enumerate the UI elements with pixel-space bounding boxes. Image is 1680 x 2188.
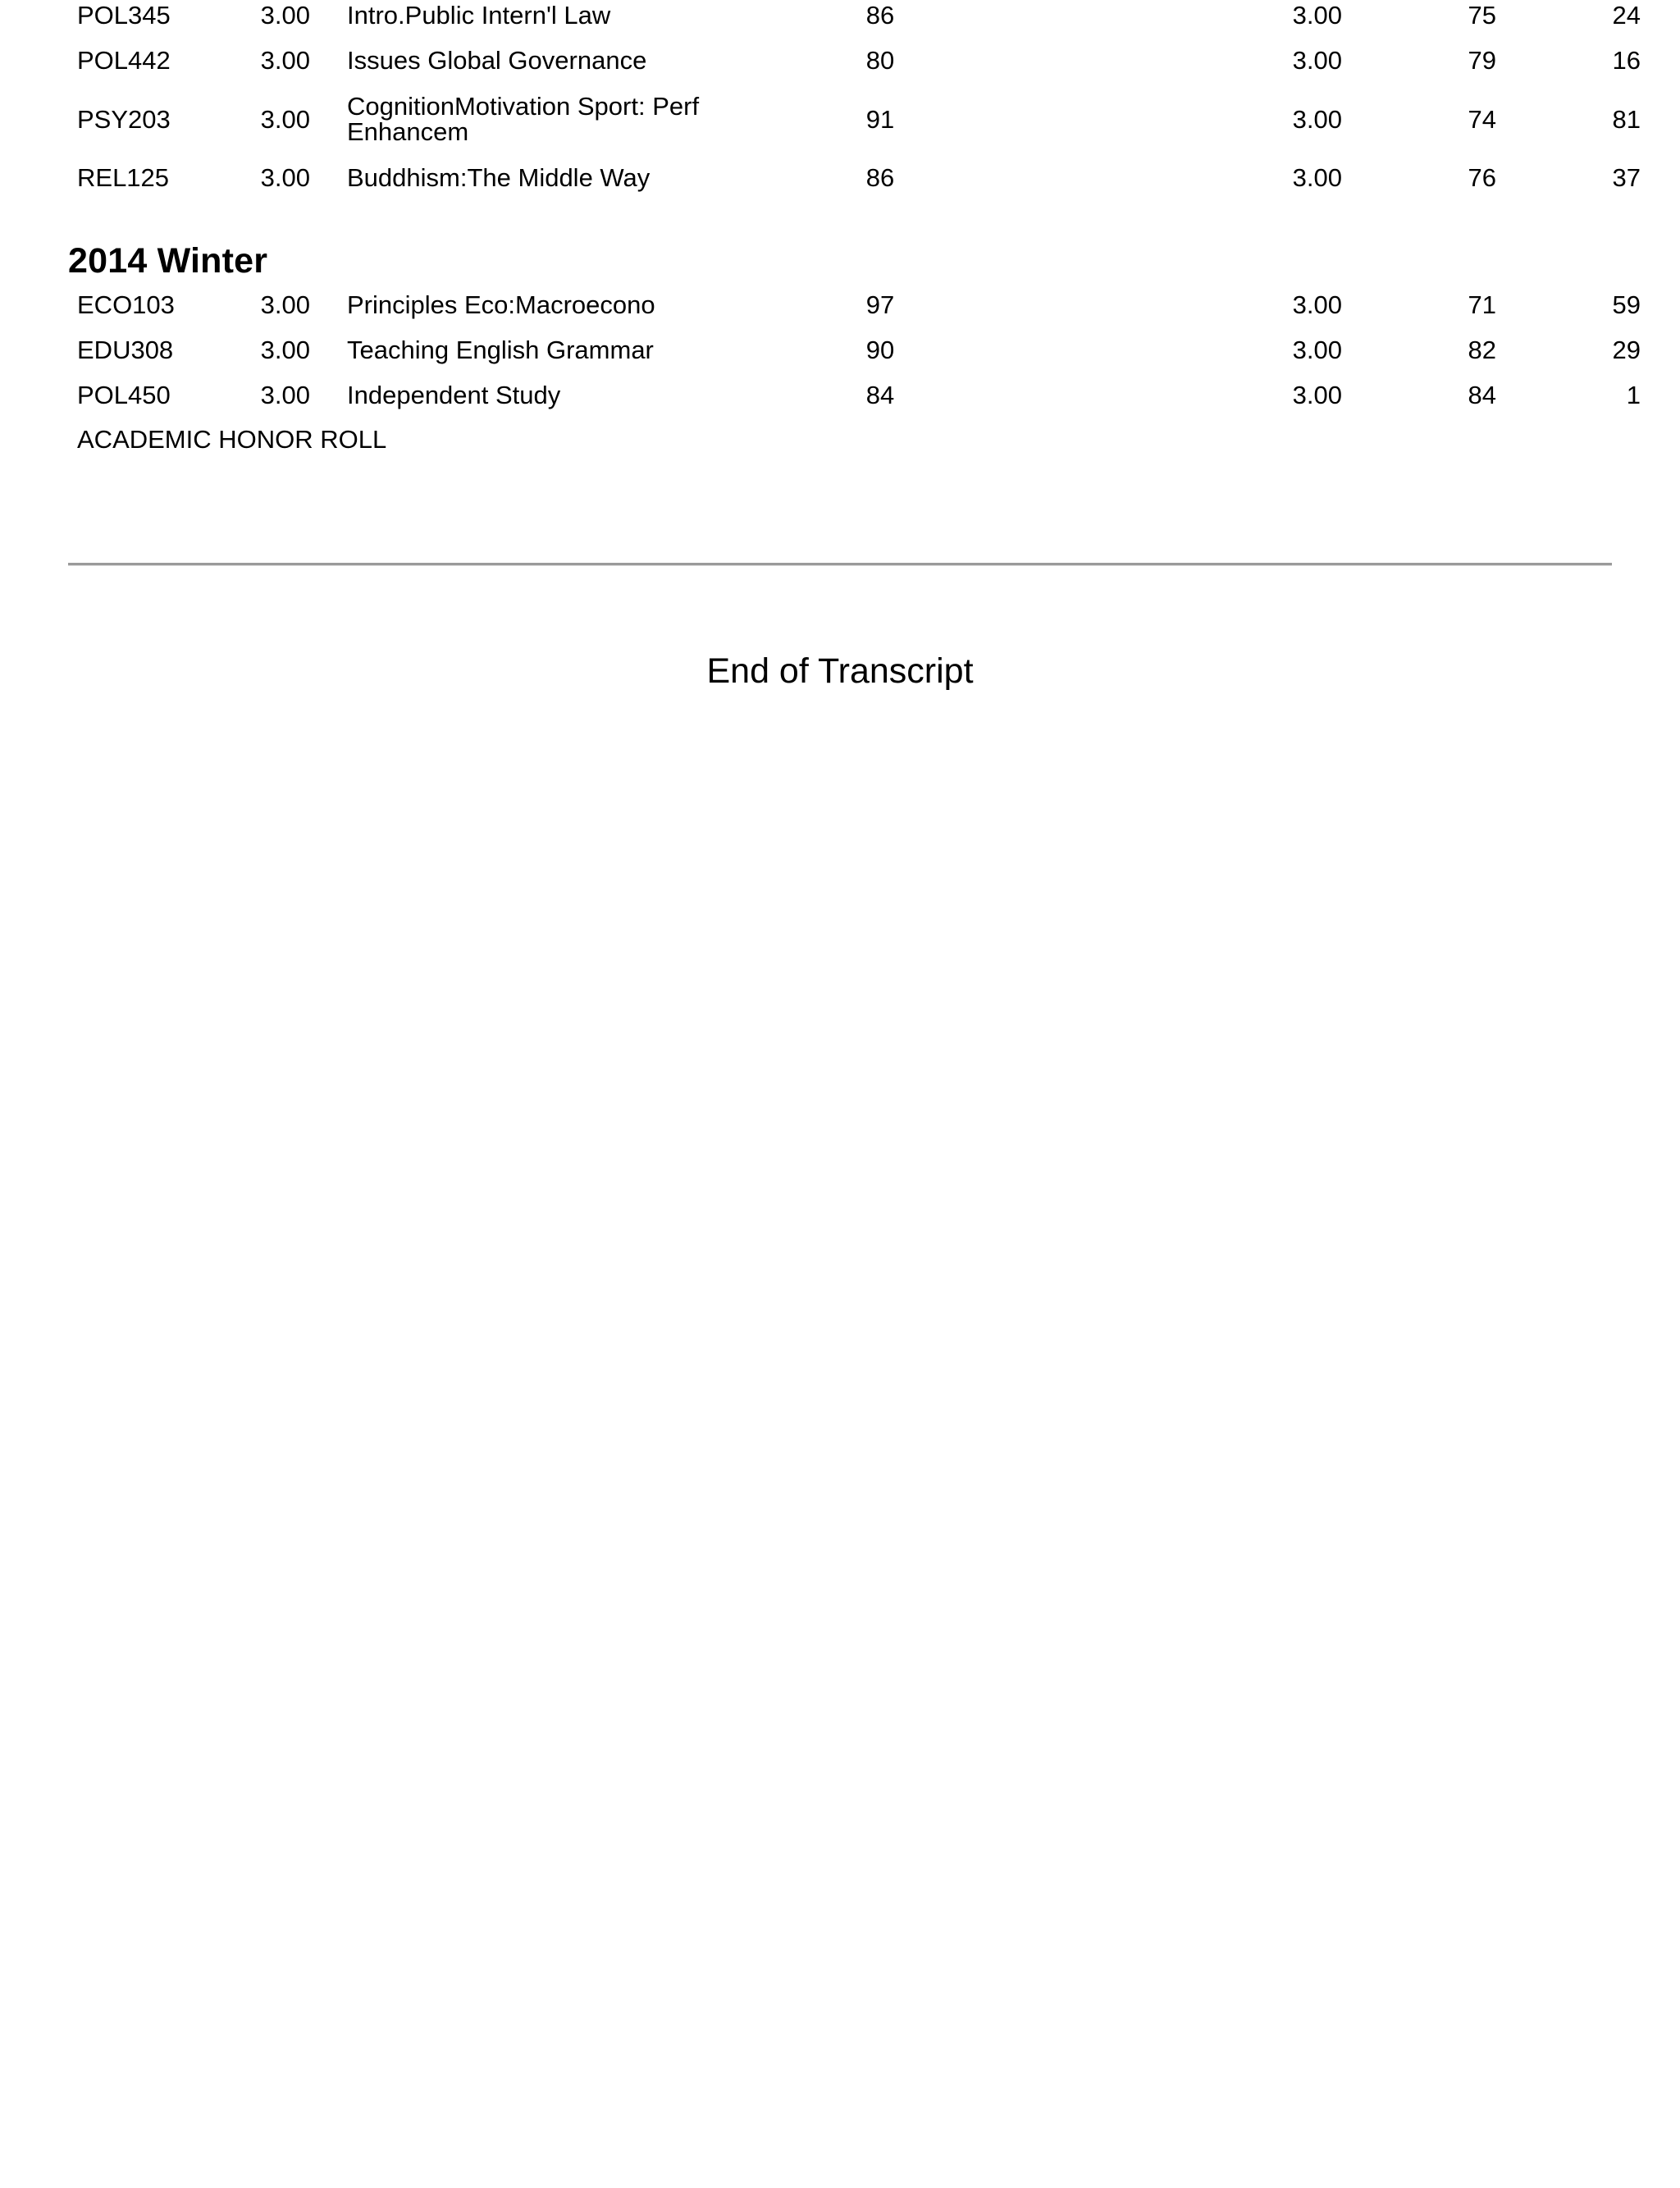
course-title: Issues Global Governance xyxy=(347,46,647,75)
course-code: POL442 xyxy=(77,46,171,75)
course-code: POL450 xyxy=(77,381,171,409)
course-grade: 97 xyxy=(865,290,895,319)
term-heading: 2014 Winter xyxy=(68,241,268,281)
course-code: ECO103 xyxy=(77,290,175,319)
honor-roll-note: ACADEMIC HONOR ROLL xyxy=(77,425,387,454)
course-earned-credits: 3.00 xyxy=(1292,1,1342,30)
course-enrolment: 24 xyxy=(1612,1,1641,30)
course-enrolment: 81 xyxy=(1612,104,1641,134)
course-earned-credits: 3.00 xyxy=(1292,381,1342,409)
section-divider xyxy=(68,563,1612,566)
course-enrolment: 59 xyxy=(1612,290,1641,319)
course-grade: 84 xyxy=(865,381,895,409)
course-class-average: 79 xyxy=(1468,46,1496,75)
course-enrolment: 37 xyxy=(1612,163,1641,192)
column-spacer xyxy=(310,83,347,155)
course-credits: 3.00 xyxy=(260,336,310,364)
course-grade: 86 xyxy=(865,163,895,192)
course-title: Teaching English Grammar xyxy=(347,336,654,364)
column-spacer xyxy=(310,0,347,38)
course-grade: 90 xyxy=(865,336,895,364)
column-spacer xyxy=(310,38,347,83)
course-grade: 86 xyxy=(865,1,895,30)
course-credits: 3.00 xyxy=(260,104,310,134)
course-table-previous-term xyxy=(68,0,1650,200)
course-enrolment: 29 xyxy=(1612,336,1641,364)
table-row xyxy=(68,282,1650,327)
course-credits: 3.00 xyxy=(260,381,310,409)
course-credits: 3.00 xyxy=(260,163,310,192)
course-class-average: 74 xyxy=(1468,104,1496,134)
course-code: EDU308 xyxy=(77,336,174,364)
course-earned-credits: 3.00 xyxy=(1292,163,1342,192)
column-spacer xyxy=(310,155,347,200)
course-code: REL125 xyxy=(77,163,170,192)
table-row xyxy=(68,372,1650,418)
course-class-average: 84 xyxy=(1468,381,1496,409)
course-credits: 3.00 xyxy=(260,290,310,319)
course-title: Independent Study xyxy=(347,381,561,409)
table-row xyxy=(68,327,1650,372)
course-class-average: 82 xyxy=(1468,336,1496,364)
course-class-average: 71 xyxy=(1468,290,1496,319)
course-code: POL345 xyxy=(77,1,171,30)
course-enrolment: 1 xyxy=(1626,381,1641,409)
course-credits: 3.00 xyxy=(260,46,310,75)
course-grade: 80 xyxy=(865,46,895,75)
table-row xyxy=(68,0,1650,38)
course-earned-credits: 3.00 xyxy=(1292,46,1342,75)
course-earned-credits: 3.00 xyxy=(1292,336,1342,364)
course-enrolment: 16 xyxy=(1612,46,1641,75)
course-earned-credits: 3.00 xyxy=(1292,104,1342,134)
course-credits: 3.00 xyxy=(260,1,310,30)
column-spacer xyxy=(310,327,347,372)
course-title: Intro.Public Intern'l Law xyxy=(347,1,611,30)
course-earned-credits: 3.00 xyxy=(1292,290,1342,319)
table-row xyxy=(68,155,1650,200)
course-grade: 91 xyxy=(865,104,895,134)
course-code: PSY203 xyxy=(77,104,171,134)
table-row xyxy=(68,83,1650,155)
end-of-transcript: End of Transcript xyxy=(706,651,974,691)
course-title: CognitionMotivation Sport: Perf Enhancem xyxy=(347,92,700,146)
course-title: Principles Eco:Macroecono xyxy=(347,290,655,319)
course-table-winter-term xyxy=(68,282,1650,418)
course-title: Buddhism:The Middle Way xyxy=(347,163,651,192)
column-spacer xyxy=(310,282,347,327)
column-spacer xyxy=(310,372,347,418)
course-class-average: 76 xyxy=(1468,163,1496,192)
table-row xyxy=(68,38,1650,83)
course-class-average: 75 xyxy=(1468,1,1496,30)
